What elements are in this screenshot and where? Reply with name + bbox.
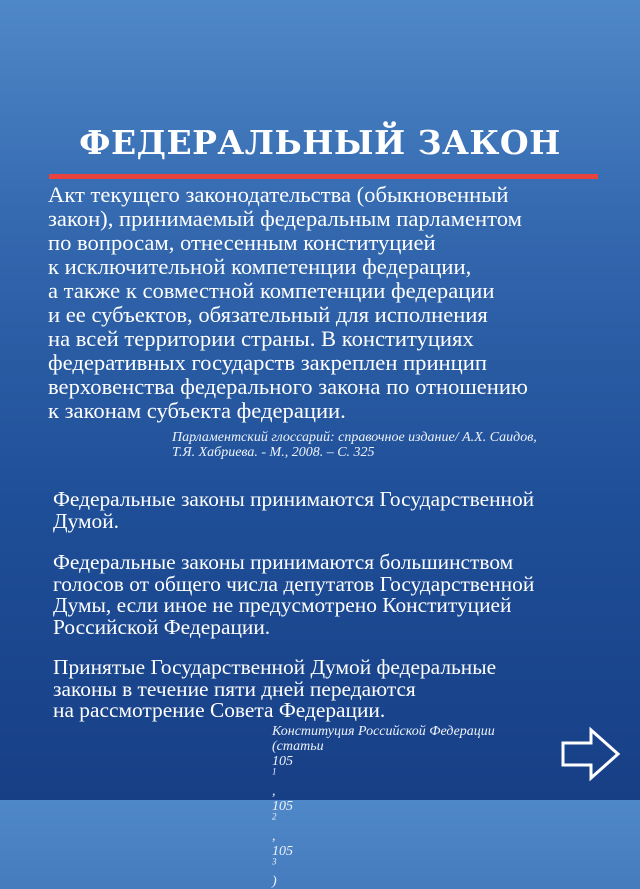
paragraph-line: Российской Федерации. [53,614,271,639]
article-number: 105 [272,844,293,859]
paragraph-majority-vote [53,552,613,638]
article-separator: ) [272,874,277,889]
citation-line: Конституция Российской Федерации [272,724,495,739]
definition-line: и ее субъектов, обязательный для исполнения [48,302,488,327]
citation-articles-line [272,739,495,889]
paragraph-line: Думой. [53,508,120,533]
definition-line: закон), принимаемый федеральным парламентом [48,206,522,231]
title-underline [49,174,598,179]
article-number: 105 [272,799,293,814]
definition-line: федеративных государств закреплен принцип [48,350,487,375]
article-superscript: 3 [272,856,277,867]
article-superscript: 2 [272,811,277,822]
citation-line: Т.Я. Хабриева. - М., 2008. – С. 325 [172,445,375,460]
definition-line: верховенства федерального закона по отношению [48,374,528,399]
paragraph-line: законы в течение пяти дней передаются [53,676,416,701]
definition-line: Акт текущего законодательства (обыкновенный [48,182,509,207]
paragraph-adoption-by-duma [53,489,613,532]
glossary-citation [172,430,537,460]
article-separator: , [272,829,276,844]
paragraph-line: Принятые Государственной Думой федеральные [53,655,497,679]
paragraph-line: Федеральные законы принимаются Государственной [53,487,535,511]
paragraph-federation-council [53,657,613,722]
definition-text [48,183,608,423]
paragraph-line: голосов от общего числа депутатов Государственной [53,571,535,596]
definition-line: к исключительной компетенции федерации, [48,254,472,279]
article-number: 105 [272,754,293,769]
citation-line: Парламентский глоссарий: справочное издание/ А.Х. Саидов, [172,430,537,445]
definition-line: к законам субъекта федерации. [48,398,346,423]
citation-prefix: (статьи [272,739,324,754]
paragraph-line: Думы, если иное не предусмотрено Конституцией [53,593,512,617]
definition-line: на всей территории страны. В конституциях [48,326,474,351]
constitution-citation [272,724,495,889]
paragraph-line: Федеральные законы принимаются большинством [53,550,514,574]
definition-line: по вопросам, отнесенным конституцией [48,230,436,255]
article-superscript: 1 [272,766,277,777]
next-arrow-icon[interactable] [560,726,622,782]
page-title: ФЕДЕРАЛЬНЫЙ ЗАКОН [79,123,561,162]
paragraph-line: на рассмотрение Совета Федерации. [53,698,386,722]
article-separator: , [272,784,276,799]
definition-line: а также к совместной компетенции федерации [48,278,495,303]
